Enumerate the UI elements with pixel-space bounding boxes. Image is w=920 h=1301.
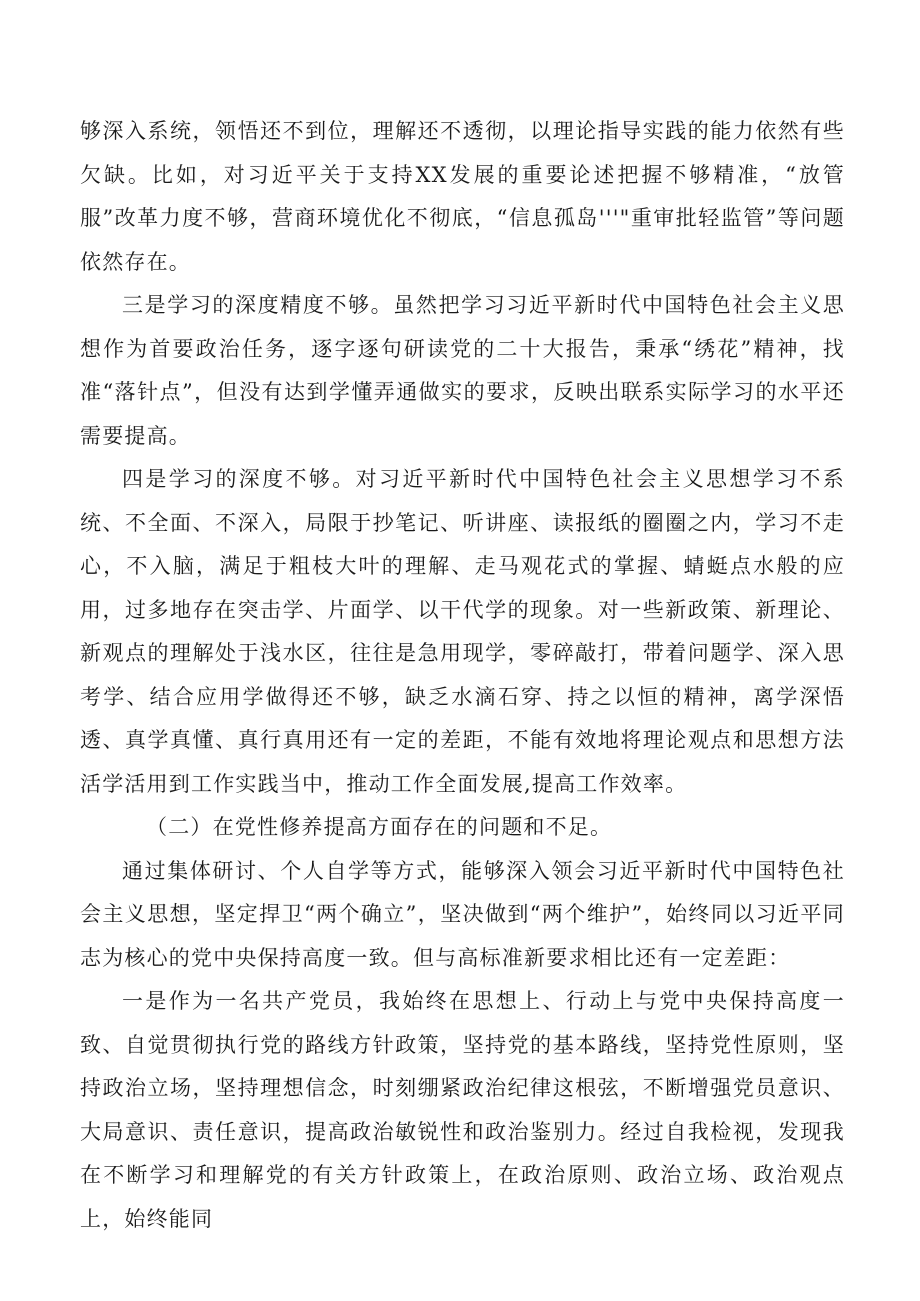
document-page: [80, 110, 845, 1241]
paragraph-first-point: 一是作为一名共产党员，我始终在思想上、行动上与党中央保持高度一致、自觉贯彻执行党的路线方针政策，坚持党的基本路线，坚持党性原则，坚持政治立场，坚持理想信念，时刻绷紧政治纪律这根弦，不断增强党员意识、大局意识、责任意识，提高政治敏锐性和政治鉴别力。经过自我检视，发现我在不断学习和理解党的有关方针政策上，在政治原则、政治立场、政治观点上，始终能同: [80, 989, 845, 1231]
section-heading-party-spirit: （二）在党性修养提高方面存在的问题和不足。: [146, 815, 613, 839]
paragraph-third-point: 三是学习的深度精度不够。虽然把学习习近平新时代中国特色社会主义思想作为首要政治任务，逐字逐句研读党的二十大报告，秉承“绣花”精神，找准“落针点”，但没有达到学懂弄通做实的要求，反映出联系实际学习的水平还需要提高。: [80, 293, 845, 448]
paragraph-fourth-point: 四是学习的深度不够。对习近平新时代中国特色社会主义思想学习不系统、不全面、不深入，局限于抄笔记、听讲座、读报纸的圈圈之内，学习不走心，不入脑，满足于粗枝大叶的理解、走马观花式的掌握、蜻蜓点水般的应用，过多地存在突击学、片面学、以干代学的现象。对一些新政策、新理论、新观点的理解处于浅水区，往往是急用现学，零碎敲打，带着问题学、深入思考学、结合应用学做得还不够，缺乏水滴石穿、持之以恒的精神，离学深悟透、真学真懂、真行真用还有一定的差距，不能有效地将理论观点和思想方法活学活用到工作实践当中，推动工作全面发展,提高工作效率。: [80, 467, 845, 796]
paragraph-intro-party-spirit: 通过集体研讨、个人自学等方式，能够深入领会习近平新时代中国特色社会主义思想，坚定捍卫“两个确立”，坚决做到“两个维护”，始终同以习近平同志为核心的党中央保持高度一致。但与高标准新要求相比还有一定差距：: [80, 858, 845, 970]
paragraph-continuation: 够深入系统，领悟还不到位，理解还不透彻，以理论指导实践的能力依然有些欠缺。比如，对习近平关于支持XX发展的重要论述把握不够精准，“放管服”改革力度不够，营商环境优化不彻底，“信息孤岛'''"重审批轻监管”等问题依然存在。: [80, 119, 845, 274]
